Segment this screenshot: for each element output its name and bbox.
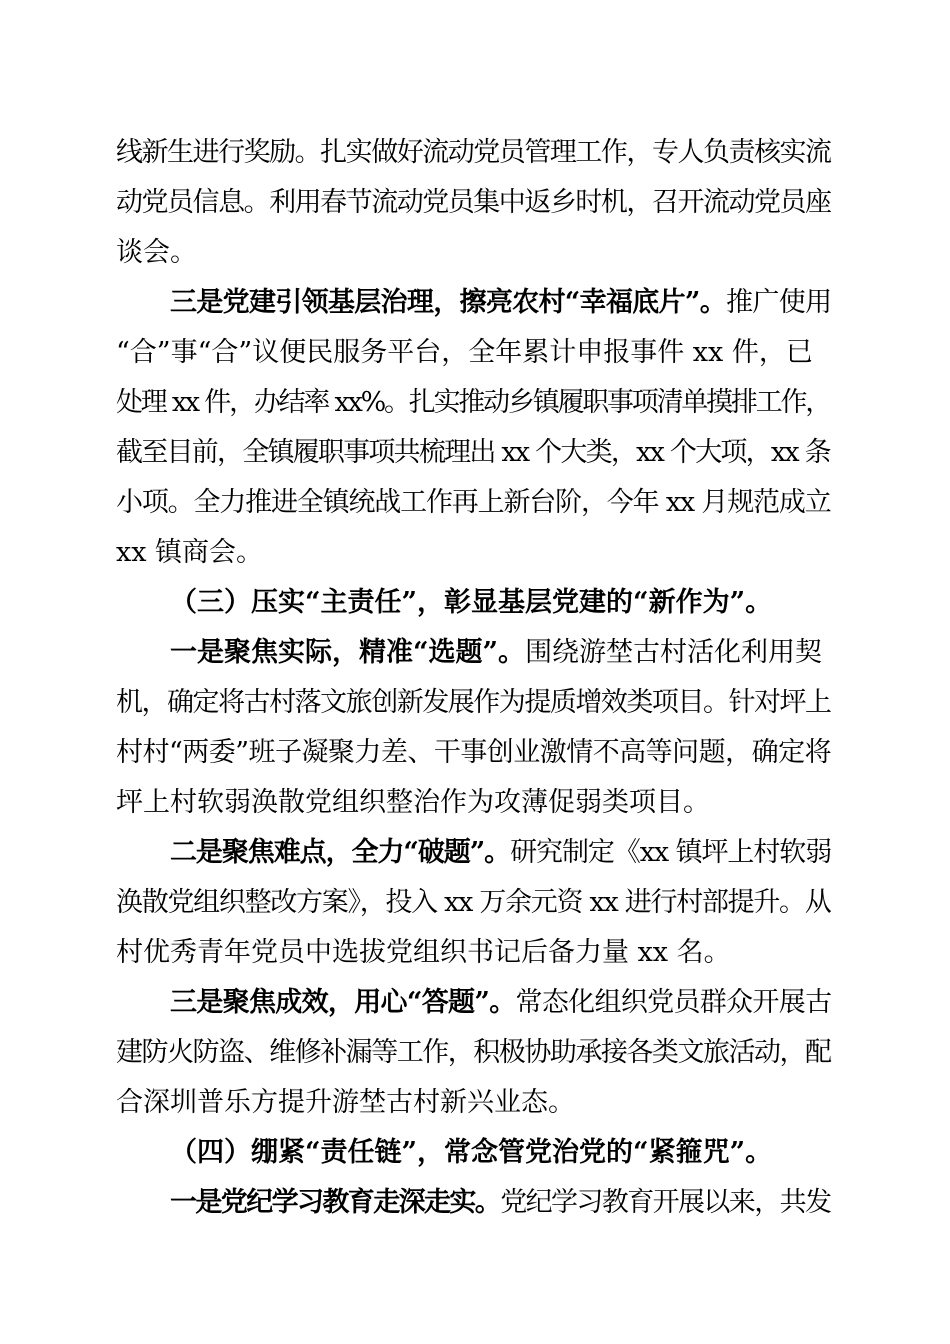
section-heading: （四）绷紧“责任链”，常念管党治党的“紧箍咒”。 xyxy=(170,1137,773,1168)
text-line xyxy=(116,783,710,823)
section-heading-four xyxy=(170,1133,772,1173)
text-line xyxy=(116,933,731,973)
text-span: 建防火防盗、维修补漏等工作，积极协助承接各类文旅活动，配 xyxy=(116,1037,831,1068)
paragraph-start-line xyxy=(170,633,822,673)
paragraph-heading: 一是党纪学习教育走深走实。 xyxy=(170,1187,501,1218)
paragraph-start-line xyxy=(170,833,831,873)
text-span: 坪上村软弱涣散党组织整治作为攻薄促弱类项目。 xyxy=(116,787,710,818)
text-line xyxy=(116,733,831,773)
paragraph-heading: 三是党建引领基层治理，擦亮农村“幸福底片”。 xyxy=(170,287,727,318)
text-span: 研究制定《xx 镇坪上村软弱 xyxy=(510,837,832,868)
text-span: 谈会。 xyxy=(116,237,197,268)
text-line xyxy=(116,683,831,723)
text-line xyxy=(116,1083,575,1123)
section-heading: （三）压实“主责任”，彰显基层党建的“新作为”。 xyxy=(170,587,773,618)
paragraph-start-line xyxy=(170,983,831,1023)
text-line xyxy=(116,383,830,423)
text-span: 推广使用 xyxy=(726,287,832,318)
text-span: “合”事“合”议便民服务平台，全年累计申报事件 xx 件，已 xyxy=(116,337,813,368)
paragraph-heading: 三是聚焦成效，用心“答题”。 xyxy=(170,987,516,1018)
paragraph-start-line xyxy=(170,1183,830,1223)
paragraph-start-line xyxy=(170,283,831,323)
text-span: 村优秀青年党员中选拔党组织书记后备力量 xx 名。 xyxy=(116,937,731,968)
text-span: 动党员信息。利用春节流动党员集中返乡时机，召开流动党员座 xyxy=(116,187,831,218)
section-heading-three xyxy=(170,583,772,623)
text-span: 常态化组织党员群众开展古 xyxy=(515,987,832,1018)
paragraph-heading: 一是聚焦实际，精准“选题”。 xyxy=(170,637,526,668)
text-span: 机，确定将古村落文旅创新发展作为提质增效类项目。针对坪上 xyxy=(116,687,831,718)
text-line xyxy=(116,183,831,223)
text-line xyxy=(116,233,197,273)
text-span: 截至目前，全镇履职事项共梳理出 xx 个大类，xx 个大项，xx 条 xyxy=(116,437,830,468)
paragraph-heading: 二是聚焦难点，全力“破题”。 xyxy=(170,837,511,868)
text-span: 围绕游埜古村活化利用契 xyxy=(525,637,823,668)
text-span: 党纪学习教育开展以来，共发 xyxy=(500,1187,831,1218)
text-line xyxy=(116,883,831,923)
text-span: 涣散党组织整改方案》，投入 xx 万余元资 xx 进行村部提升。从 xyxy=(116,887,831,918)
text-line xyxy=(116,433,830,473)
text-span: 线新生进行奖励。扎实做好流动党员管理工作，专人负责核实流 xyxy=(116,137,831,168)
text-line xyxy=(116,483,831,523)
text-line xyxy=(116,1033,831,1073)
text-span: xx 镇商会。 xyxy=(116,537,264,568)
text-span: 处理 xx 件，办结率 xx%。扎实推动乡镇履职事项清单摸排工作， xyxy=(116,387,831,418)
text-span: 合深圳普乐方提升游埜古村新兴业态。 xyxy=(116,1087,575,1118)
text-line xyxy=(116,533,263,573)
text-span: 小项。全力推进全镇统战工作再上新台阶，今年 xx 月规范成立 xyxy=(116,487,831,518)
text-span: 村村“两委”班子凝聚力差、干事创业激情不高等问题，确定将 xyxy=(116,737,832,768)
text-line xyxy=(116,133,831,173)
text-line xyxy=(116,333,813,373)
